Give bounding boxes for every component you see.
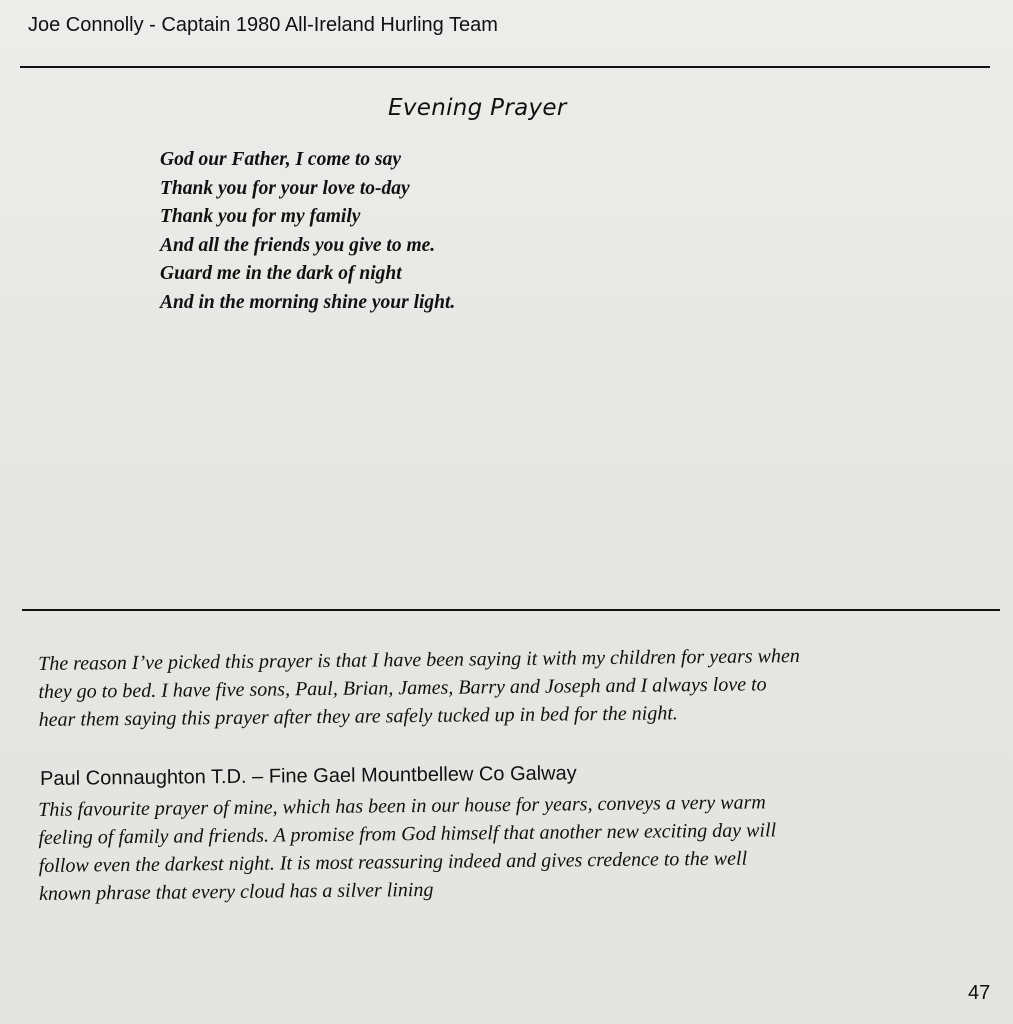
contributor-name: Paul Connaughton T.D. – Fine Gael Mountbellew Co Galway xyxy=(40,762,577,790)
comment-line: they go to bed. I have five sons, Paul, Brian, James, Barry and Joseph and I always love to xyxy=(38,673,767,703)
poem-line: Thank you for your love to-day xyxy=(160,177,410,199)
comment-line: known phrase that every cloud has a silver lining xyxy=(38,878,434,905)
poem-line: And all the friends you give to me. xyxy=(160,234,436,256)
comment-line: follow even the darkest night. It is most reassuring indeed and gives credence to the well xyxy=(38,847,748,877)
comment-line: The reason I’ve picked this prayer is that I have been saying it with my children for years when xyxy=(38,645,800,675)
page-number: 47 xyxy=(968,982,991,1004)
page-header-title: Joe Connolly - Captain 1980 All-Ireland Hurling Team xyxy=(28,14,498,36)
first-contributor-comment xyxy=(38,640,989,734)
poem-line: Guard me in the dark of night xyxy=(160,263,402,284)
comment-line: hear them saying this prayer after they are safely tucked up in bed for the night. xyxy=(38,702,678,731)
comment-line: This favourite prayer of mine, which has been in our house for years, conveys a very warm xyxy=(38,791,766,821)
poem-line: God our Father, I come to say xyxy=(160,149,402,170)
top-divider xyxy=(20,66,990,68)
show-through-text xyxy=(560,10,1000,494)
poem-line: And in the morning shine your light. xyxy=(160,291,456,313)
comment-line: feeling of family and friends. A promise from God himself that another new exciting day will xyxy=(38,819,777,849)
middle-divider xyxy=(22,609,1000,611)
poem-title: Evening Prayer xyxy=(388,95,567,121)
poem-line: Thank you for my family xyxy=(160,206,361,227)
poem-body xyxy=(160,146,455,317)
second-contributor-comment xyxy=(38,786,989,908)
